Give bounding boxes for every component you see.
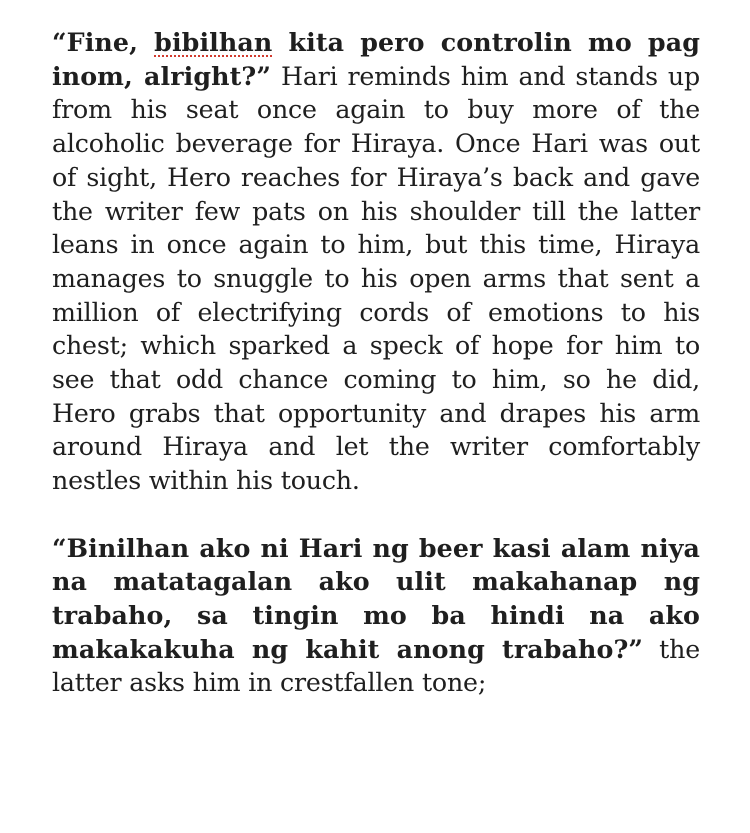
dialogue-open: “Fine, [52, 27, 155, 57]
document-page [52, 26, 700, 700]
narration-text: Hari reminds him and stands up from his seat once again to buy more of the alcoholic beverage for Hiraya. Once Hari was out of sight, Hero reaches for Hiraya’s back and gave the writer few pats on his shoulder till the latter leans in once again to him, but this time, Hiraya manages to snuggle to his open arms that sent a million of electrifying cords of emotions to his chest; which sparked a speck of hope for him to see that odd chance coming to him, so he did, Hero grabs that opportunity and drapes his arm around Hiraya and let the writer comfortably nestles within his touch. [52, 61, 700, 496]
narration-text: the latter asks him in crestfallen tone; [52, 634, 701, 698]
dialogue-text: “Binilhan ako ni Hari ng beer kasi alam niya na matatagalan ako ulit makahanap ng trabaho, sa tingin mo ba hindi na ako makakakuha ng kahit anong trabaho?” [52, 532, 700, 664]
dialogue-close: kita pero controlin mo pag inom, alright?” [52, 27, 700, 91]
paragraph-1 [52, 26, 700, 498]
paragraph-2 [52, 532, 700, 701]
spellcheck-flagged-word[interactable]: bibilhan [154, 27, 273, 57]
